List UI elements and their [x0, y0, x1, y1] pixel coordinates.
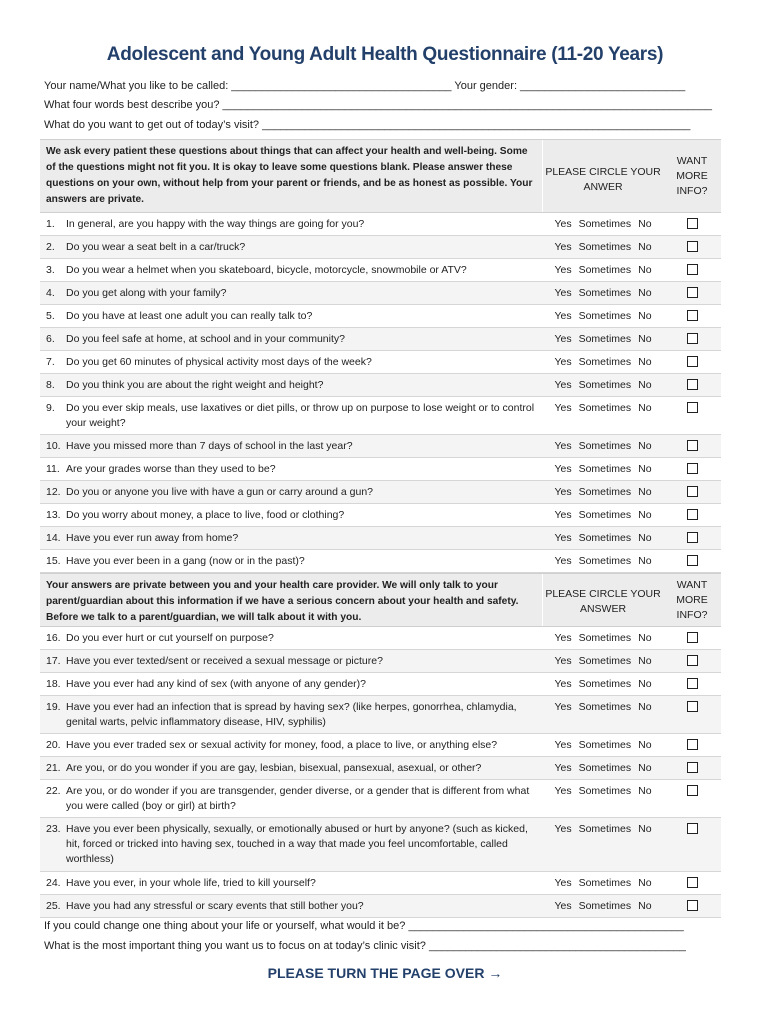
- question-text: Do you get 60 minutes of physical activity most days of the week?: [66, 356, 372, 368]
- more-info-checkbox[interactable]: [687, 678, 698, 689]
- question-row: [40, 818, 721, 872]
- answer-sometimes[interactable]: Sometimes: [578, 823, 632, 835]
- answer-options: [543, 435, 663, 457]
- more-info-cell: [663, 259, 721, 281]
- more-info-cell: [663, 504, 721, 526]
- answer-yes[interactable]: Yes: [554, 333, 572, 345]
- question-row: [40, 213, 721, 236]
- question-row: [40, 627, 721, 650]
- answer-sometimes[interactable]: Sometimes: [578, 356, 632, 368]
- answer-yes[interactable]: Yes: [554, 356, 572, 368]
- answer-sometimes[interactable]: Sometimes: [578, 678, 632, 690]
- more-info-cell: [663, 650, 721, 672]
- more-info-checkbox[interactable]: [687, 532, 698, 543]
- question-number: 21.: [46, 762, 61, 774]
- answer-options: [543, 627, 663, 649]
- more-info-checkbox[interactable]: [687, 440, 698, 451]
- answer-no[interactable]: No: [638, 486, 652, 498]
- answer-yes[interactable]: Yes: [554, 241, 572, 253]
- answer-options: [543, 650, 663, 672]
- answer-options: [543, 351, 663, 373]
- answer-no[interactable]: No: [638, 379, 652, 391]
- question-row: [40, 504, 721, 527]
- answer-no[interactable]: No: [638, 632, 652, 644]
- answer-sometimes[interactable]: Sometimes: [578, 440, 632, 452]
- more-info-checkbox[interactable]: [687, 877, 698, 888]
- more-info-cell: [663, 328, 721, 350]
- answer-yes[interactable]: Yes: [554, 739, 572, 751]
- question-number: 20.: [46, 739, 61, 751]
- question-number: 22.: [46, 785, 61, 797]
- question-text: Have you ever traded sex or sexual activity for money, food, a place to live, or anything else?: [66, 739, 498, 751]
- question-number: 14.: [46, 532, 61, 544]
- more-info-cell: [663, 435, 721, 457]
- answer-no[interactable]: No: [638, 440, 652, 452]
- section-private-intro: Your answers are private between you and your health care provider. We will only talk to your parent/guardian about this information if we have a serious concern about your health and safety. Before we talk to a parent/guardian, we will talk about it with you.: [40, 574, 543, 626]
- answer-sometimes[interactable]: Sometimes: [578, 785, 632, 797]
- question-text: Have you ever had an infection that is spread by having sex? (like herpes, gonorrhea, chlamydia, genital warts, pelvic inflammatory disease, HIV, syphilis): [66, 701, 517, 728]
- visit-goal-field[interactable]: What do you want to get out of today’s visit? ______________________________________________________________________: [44, 119, 691, 131]
- question-number: 15.: [46, 555, 61, 567]
- more-info-cell: [663, 872, 721, 894]
- answer-sometimes[interactable]: Sometimes: [578, 900, 632, 912]
- question-number: 2.: [46, 241, 55, 253]
- question-row: [40, 481, 721, 504]
- question-text: Have you ever run away from home?: [66, 532, 239, 544]
- answer-yes[interactable]: Yes: [554, 463, 572, 475]
- question-row: [40, 650, 721, 673]
- answer-no[interactable]: No: [638, 785, 652, 797]
- more-info-checkbox[interactable]: [687, 785, 698, 796]
- answer-yes[interactable]: Yes: [554, 264, 572, 276]
- answer-sometimes[interactable]: Sometimes: [578, 555, 632, 567]
- question-number: 7.: [46, 356, 55, 368]
- more-info-cell: [663, 895, 721, 917]
- answer-yes[interactable]: Yes: [554, 877, 572, 889]
- answer-sometimes[interactable]: Sometimes: [578, 463, 632, 475]
- more-info-checkbox[interactable]: [687, 218, 698, 229]
- question-text: Do you wear a seat belt in a car/truck?: [66, 241, 246, 253]
- answer-sometimes[interactable]: Sometimes: [578, 655, 632, 667]
- question-row: [40, 757, 721, 780]
- question-row: [40, 282, 721, 305]
- question-number: 4.: [46, 287, 55, 299]
- more-info-checkbox[interactable]: [687, 739, 698, 750]
- answer-no[interactable]: No: [638, 356, 652, 368]
- answer-options: [543, 872, 663, 894]
- more-info-cell: [663, 282, 721, 304]
- answer-options: [543, 305, 663, 327]
- answer-no[interactable]: No: [638, 287, 652, 299]
- answer-yes[interactable]: Yes: [554, 701, 572, 713]
- answer-yes[interactable]: Yes: [554, 509, 572, 521]
- answer-yes[interactable]: Yes: [554, 532, 572, 544]
- section-general: [40, 139, 721, 573]
- section-private: [40, 573, 721, 918]
- more-info-checkbox[interactable]: [687, 356, 698, 367]
- answer-yes[interactable]: Yes: [554, 402, 572, 414]
- answer-yes[interactable]: Yes: [554, 555, 572, 567]
- more-info-checkbox[interactable]: [687, 287, 698, 298]
- question-row: [40, 872, 721, 895]
- answer-options: [543, 213, 663, 235]
- answer-no[interactable]: No: [638, 655, 652, 667]
- answer-no[interactable]: No: [638, 739, 652, 751]
- more-info-checkbox[interactable]: [687, 486, 698, 497]
- more-info-checkbox[interactable]: [687, 463, 698, 474]
- question-number: 18.: [46, 678, 61, 690]
- answer-sometimes[interactable]: Sometimes: [578, 532, 632, 544]
- answer-yes[interactable]: Yes: [554, 379, 572, 391]
- answer-options: [543, 734, 663, 756]
- question-text: Do you wear a helmet when you skateboard, bicycle, motorcycle, snowmobile or ATV?: [66, 264, 467, 276]
- more-info-checkbox[interactable]: [687, 632, 698, 643]
- answer-no[interactable]: No: [638, 333, 652, 345]
- more-info-checkbox[interactable]: [687, 509, 698, 520]
- question-number: 12.: [46, 486, 61, 498]
- section-private-header: [40, 573, 721, 627]
- answer-options: [543, 328, 663, 350]
- answer-options: [543, 374, 663, 396]
- answer-no[interactable]: No: [638, 463, 652, 475]
- more-info-cell: [663, 305, 721, 327]
- more-info-cell: [663, 696, 721, 733]
- question-number: 5.: [46, 310, 55, 322]
- answer-yes[interactable]: Yes: [554, 762, 572, 774]
- answer-no[interactable]: No: [638, 402, 652, 414]
- question-row: [40, 734, 721, 757]
- more-info-checkbox[interactable]: [687, 402, 698, 413]
- answer-options: [543, 259, 663, 281]
- question-text: Do you ever skip meals, use laxatives or diet pills, or throw up on purpose to lose weight or to control your weight?: [66, 402, 535, 429]
- section-general-intro: We ask every patient these questions about things that can affect your health and well-being. Some of the questions might not fit you. It is okay to leave some questions blank. Please answer these questions on your own, without help from your parent or friends, and be as honest as possible. Your answers are private.: [40, 140, 543, 212]
- more-info-cell: [663, 351, 721, 373]
- question-row: [40, 374, 721, 397]
- answer-no[interactable]: No: [638, 241, 652, 253]
- answer-options: [543, 818, 663, 871]
- answer-yes[interactable]: Yes: [554, 823, 572, 835]
- answer-yes[interactable]: Yes: [554, 678, 572, 690]
- question-text: Have you had any stressful or scary events that still bother you?: [66, 900, 364, 912]
- answer-options: [543, 481, 663, 503]
- answer-options: [543, 282, 663, 304]
- answer-yes[interactable]: Yes: [554, 310, 572, 322]
- answer-options: [543, 696, 663, 733]
- answer-sometimes[interactable]: Sometimes: [578, 333, 632, 345]
- answer-options: [543, 550, 663, 572]
- answer-options: [543, 397, 663, 434]
- more-info-cell: [663, 481, 721, 503]
- more-info-cell: [663, 818, 721, 871]
- question-text: Are you, or do you wonder if you are gay, lesbian, bisexual, pansexual, asexual, or other?: [66, 762, 482, 774]
- more-info-cell: [663, 673, 721, 695]
- more-info-cell: [663, 374, 721, 396]
- more-info-checkbox[interactable]: [687, 379, 698, 390]
- answer-sometimes[interactable]: Sometimes: [578, 402, 632, 414]
- question-text: Have you ever had any kind of sex (with anyone of any gender)?: [66, 678, 367, 690]
- question-number: 13.: [46, 509, 61, 521]
- answer-sometimes[interactable]: Sometimes: [578, 701, 632, 713]
- answer-no[interactable]: No: [638, 218, 652, 230]
- question-number: 10.: [46, 440, 61, 452]
- question-row: [40, 397, 721, 435]
- circle-answer-header: PLEASE CIRCLE YOUR ANSWER: [545, 588, 661, 615]
- answer-no[interactable]: No: [638, 264, 652, 276]
- more-info-cell: [663, 734, 721, 756]
- question-row: [40, 895, 721, 918]
- question-text: Have you ever been physically, sexually, or emotionally abused or hurt by anyone? (such as kicked, hit, forced or tricked into having sex, touched in a way that made you feel uncomfortable, called worthless): [66, 823, 528, 865]
- answer-sometimes[interactable]: Sometimes: [578, 632, 632, 644]
- answer-yes[interactable]: Yes: [554, 486, 572, 498]
- question-text: In general, are you happy with the way things are going for you?: [66, 218, 365, 230]
- more-info-cell: [663, 757, 721, 779]
- answer-sometimes[interactable]: Sometimes: [578, 379, 632, 391]
- question-text: Do you worry about money, a place to live, food or clothing?: [66, 509, 345, 521]
- answer-options: [543, 780, 663, 817]
- more-info-checkbox[interactable]: [687, 264, 698, 275]
- answer-options: [543, 236, 663, 258]
- section-general-header: [40, 139, 721, 213]
- question-number: 3.: [46, 264, 55, 276]
- question-text: Have you ever, in your whole life, tried to kill yourself?: [66, 877, 316, 889]
- question-row: [40, 328, 721, 351]
- question-row: [40, 259, 721, 282]
- answer-yes[interactable]: Yes: [554, 655, 572, 667]
- more-info-cell: [663, 213, 721, 235]
- answer-no[interactable]: No: [638, 762, 652, 774]
- answer-sometimes[interactable]: Sometimes: [578, 241, 632, 253]
- question-number: 6.: [46, 333, 55, 345]
- answer-no[interactable]: No: [638, 532, 652, 544]
- change-one-thing-field[interactable]: If you could change one thing about your life or yourself, what would it be? _____________________________________________: [44, 920, 684, 932]
- answer-yes[interactable]: Yes: [554, 287, 572, 299]
- question-number: 23.: [46, 823, 61, 835]
- question-number: 1.: [46, 218, 55, 230]
- answer-no[interactable]: No: [638, 509, 652, 521]
- question-number: 19.: [46, 701, 61, 713]
- answer-sometimes[interactable]: Sometimes: [578, 218, 632, 230]
- question-row: [40, 458, 721, 481]
- question-number: 24.: [46, 877, 61, 889]
- answer-options: [543, 895, 663, 917]
- more-info-checkbox[interactable]: [687, 762, 698, 773]
- question-row: [40, 696, 721, 734]
- more-info-checkbox[interactable]: [687, 333, 698, 344]
- more-info-cell: [663, 627, 721, 649]
- question-row: [40, 236, 721, 259]
- question-text: Do you think you are about the right weight and height?: [66, 379, 324, 391]
- answer-yes[interactable]: Yes: [554, 440, 572, 452]
- answer-options: [543, 757, 663, 779]
- question-row: [40, 435, 721, 458]
- question-text: Do you ever hurt or cut yourself on purpose?: [66, 632, 274, 644]
- more-info-cell: [663, 458, 721, 480]
- circle-answer-header: PLEASE CIRCLE YOUR ANWER: [545, 166, 661, 193]
- question-number: 8.: [46, 379, 55, 391]
- question-row: [40, 550, 721, 573]
- more-info-cell: [663, 527, 721, 549]
- want-more-info-header: WANT MORE INFO?: [676, 154, 708, 197]
- question-text: Have you missed more than 7 days of school in the last year?: [66, 440, 353, 452]
- four-words-field[interactable]: What four words best describe you? ________________________________________________________________________________: [44, 99, 712, 111]
- answer-options: [543, 458, 663, 480]
- more-info-checkbox[interactable]: [687, 900, 698, 911]
- question-row: [40, 305, 721, 328]
- question-number: 17.: [46, 655, 61, 667]
- answer-yes[interactable]: Yes: [554, 632, 572, 644]
- answer-options: [543, 673, 663, 695]
- more-info-cell: [663, 236, 721, 258]
- answer-sometimes[interactable]: Sometimes: [578, 509, 632, 521]
- want-more-info-header: WANT MORE INFO?: [676, 578, 708, 621]
- answer-no[interactable]: No: [638, 900, 652, 912]
- answer-sometimes[interactable]: Sometimes: [578, 762, 632, 774]
- question-text: Do you feel safe at home, at school and in your community?: [66, 333, 345, 345]
- question-text: Have you ever texted/sent or received a sexual message or picture?: [66, 655, 383, 667]
- answer-no[interactable]: No: [638, 678, 652, 690]
- answer-yes[interactable]: Yes: [554, 218, 572, 230]
- turn-page-notice: PLEASE TURN THE PAGE OVER →: [267, 965, 503, 981]
- more-info-checkbox[interactable]: [687, 310, 698, 321]
- answer-sometimes[interactable]: Sometimes: [578, 287, 632, 299]
- answer-yes[interactable]: Yes: [554, 900, 572, 912]
- question-row: [40, 780, 721, 818]
- question-number: 11.: [46, 463, 60, 475]
- more-info-cell: [663, 780, 721, 817]
- question-number: 16.: [46, 632, 61, 644]
- section-general-questions: [40, 213, 721, 573]
- answer-no[interactable]: No: [638, 701, 652, 713]
- more-info-checkbox[interactable]: [687, 241, 698, 252]
- more-info-cell: [663, 550, 721, 572]
- answer-sometimes[interactable]: Sometimes: [578, 310, 632, 322]
- more-info-checkbox[interactable]: [687, 555, 698, 566]
- question-row: [40, 673, 721, 696]
- visit-focus-field[interactable]: What is the most important thing you want us to focus on at today’s clinic visit? __________________________________________: [44, 940, 686, 952]
- answer-no[interactable]: No: [638, 823, 652, 835]
- answer-options: [543, 527, 663, 549]
- question-number: 9.: [46, 402, 55, 414]
- answer-no[interactable]: No: [638, 555, 652, 567]
- answer-sometimes[interactable]: Sometimes: [578, 877, 632, 889]
- question-row: [40, 351, 721, 374]
- more-info-cell: [663, 397, 721, 434]
- answer-sometimes[interactable]: Sometimes: [578, 739, 632, 751]
- answer-sometimes[interactable]: Sometimes: [578, 486, 632, 498]
- answer-sometimes[interactable]: Sometimes: [578, 264, 632, 276]
- answer-no[interactable]: No: [638, 310, 652, 322]
- section-private-questions: [40, 627, 721, 918]
- more-info-checkbox[interactable]: [687, 823, 698, 834]
- question-text: Do you get along with your family?: [66, 287, 227, 299]
- answer-yes[interactable]: Yes: [554, 785, 572, 797]
- answer-options: [543, 504, 663, 526]
- question-text: Have you ever been in a gang (now or in the past)?: [66, 555, 305, 567]
- more-info-checkbox[interactable]: [687, 655, 698, 666]
- question-text: Are you, or do wonder if you are transgender, gender diverse, or a gender that is different from what you were called (boy or girl) at birth?: [66, 785, 530, 812]
- more-info-checkbox[interactable]: [687, 701, 698, 712]
- question-number: 25.: [46, 900, 61, 912]
- question-text: Are your grades worse than they used to be?: [66, 463, 276, 475]
- answer-no[interactable]: No: [638, 877, 652, 889]
- question-text: Do you or anyone you live with have a gun or carry around a gun?: [66, 486, 374, 498]
- question-row: [40, 527, 721, 550]
- name-gender-field[interactable]: Your name/What you like to be called: ____________________________________ Your gender: ___________________________: [44, 80, 686, 92]
- question-text: Do you have at least one adult you can really talk to?: [66, 310, 313, 322]
- page-title: Adolescent and Young Adult Health Questionnaire (11-20 Years): [106, 44, 664, 65]
